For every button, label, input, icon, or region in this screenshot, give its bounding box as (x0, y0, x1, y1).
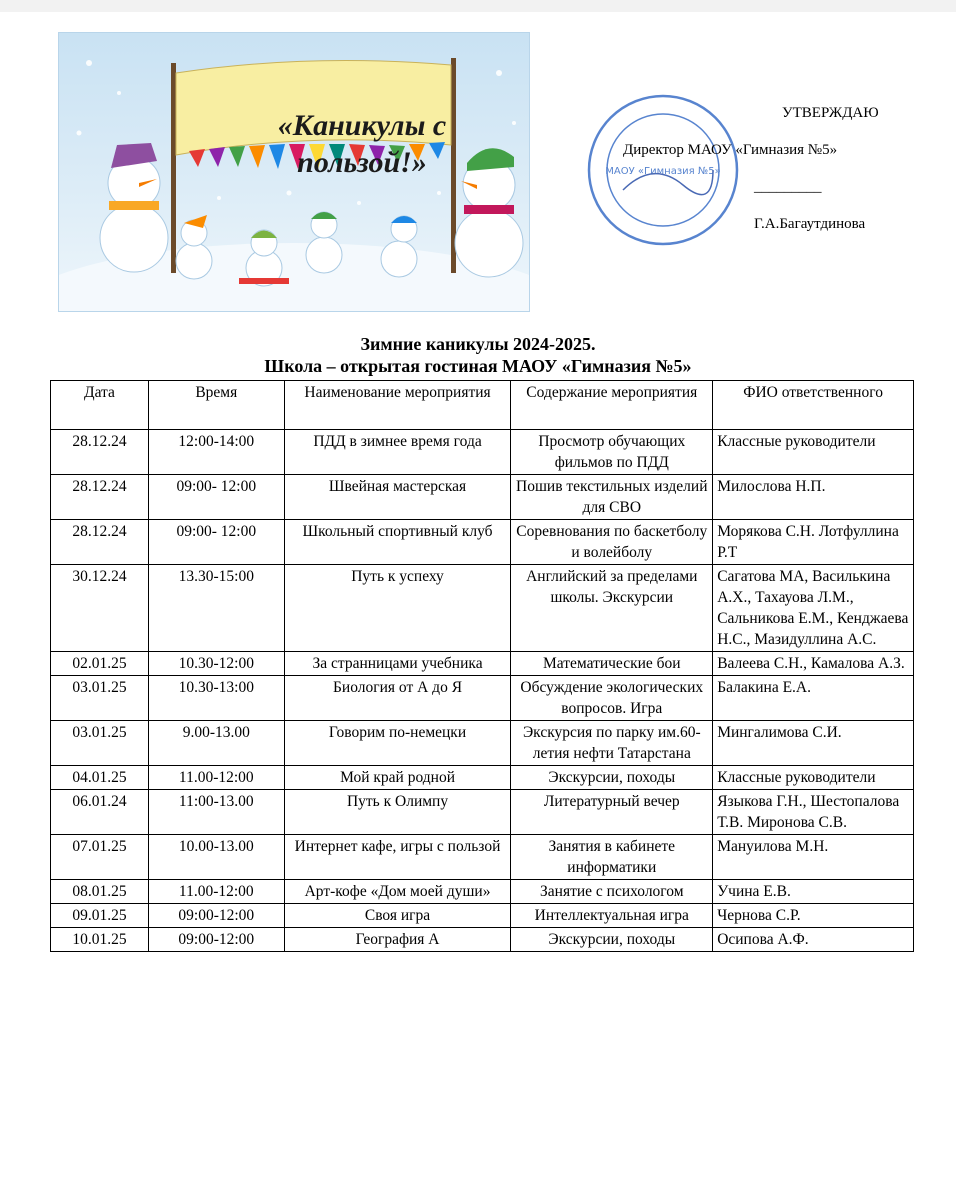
cell-event-content: Математические бои (511, 652, 713, 676)
cell-responsible: Учина Е.В. (713, 880, 914, 904)
cell-responsible: Чернова С.Р. (713, 904, 914, 928)
cell-event-content: Экскурсии, походы (511, 928, 713, 952)
header-time: Время (148, 381, 284, 430)
cell-responsible: Осипова А.Ф. (713, 928, 914, 952)
cell-event-content: Занятие с психологом (511, 880, 713, 904)
cell-event-name: Говорим по-немецки (284, 721, 511, 766)
title-line-2: Школа – открытая гостиная МАОУ «Гимназия №5» (264, 356, 692, 376)
cell-time: 9.00-13.00 (148, 721, 284, 766)
cell-time: 13.30-15:00 (148, 565, 284, 652)
stamp-text: МАОУ «Гимназия №5» (605, 166, 721, 177)
cell-responsible: Сагатова МА, Василькина А.Х., Тахауова Л.М., Сальникова Е.М., Кенджаева Н.С., Мазидуллина А.С. (713, 565, 914, 652)
cell-responsible: Классные руководители (713, 430, 914, 475)
cell-time: 10.30-13:00 (148, 676, 284, 721)
approval-block (600, 95, 920, 243)
header-event-name: Наименование мероприятия (284, 381, 511, 430)
table-row (51, 790, 914, 835)
table-row (51, 430, 914, 475)
cell-date: 06.01.24 (51, 790, 149, 835)
cell-date: 28.12.24 (51, 475, 149, 520)
cell-responsible: Валеева С.Н., Камалова А.З. (713, 652, 914, 676)
cell-date: 28.12.24 (51, 520, 149, 565)
cell-event-name: ПДД в зимнее время года (284, 430, 511, 475)
cell-time: 09:00- 12:00 (148, 520, 284, 565)
table-row (51, 880, 914, 904)
cell-event-name: Швейная мастерская (284, 475, 511, 520)
cell-responsible: Классные руководители (713, 766, 914, 790)
cell-time: 10.00-13.00 (148, 835, 284, 880)
cell-event-content: Обсуждение экологических вопросов. Игра (511, 676, 713, 721)
cell-event-name: Школьный спортивный клуб (284, 520, 511, 565)
table-row (51, 520, 914, 565)
table-row (51, 835, 914, 880)
cell-event-name: Интернет кафе, игры с пользой (284, 835, 511, 880)
holiday-banner-image (58, 32, 530, 312)
cell-event-name: За странницами учебника (284, 652, 511, 676)
cell-responsible: Языкова Г.Н., Шестопалова Т.В. Миронова С.В. (713, 790, 914, 835)
table-row (51, 676, 914, 721)
approval-position: Директор МАОУ «Гимназия №5» (623, 142, 838, 158)
cell-date: 03.01.25 (51, 721, 149, 766)
cell-responsible: Мингалимова С.И. (713, 721, 914, 766)
cell-date: 08.01.25 (51, 880, 149, 904)
cell-date: 09.01.25 (51, 904, 149, 928)
header-date: Дата (51, 381, 149, 430)
cell-time: 12:00-14:00 (148, 430, 284, 475)
table-row (51, 904, 914, 928)
cell-date: 30.12.24 (51, 565, 149, 652)
table-row (51, 475, 914, 520)
approval-signature: _________ Г.А.Багаутдинова (754, 179, 866, 232)
cell-event-content: Литературный вечер (511, 790, 713, 835)
table-header-row (51, 381, 914, 430)
cell-event-content: Английский за пределами школы. Экскурсии (511, 565, 713, 652)
approval-heading: УТВЕРЖДАЮ (782, 105, 879, 121)
top-bar (0, 0, 956, 12)
cell-time: 09:00-12:00 (148, 904, 284, 928)
header-responsible: ФИО ответственного (713, 381, 914, 430)
cell-event-content: Занятия в кабинете информатики (511, 835, 713, 880)
cell-date: 02.01.25 (51, 652, 149, 676)
cell-event-name: Путь к успеху (284, 565, 511, 652)
cell-event-name: Своя игра (284, 904, 511, 928)
cell-event-content: Экскурсия по парку им.60-летия нефти Татарстана (511, 721, 713, 766)
cell-time: 09:00-12:00 (148, 928, 284, 952)
table-row (51, 565, 914, 652)
header-event-content: Содержание мероприятия (511, 381, 713, 430)
table-row (51, 928, 914, 952)
table-row (51, 721, 914, 766)
cell-event-content: Просмотр обучающих фильмов по ПДД (511, 430, 713, 475)
cell-event-content: Экскурсии, походы (511, 766, 713, 790)
schedule-table (50, 380, 914, 952)
cell-event-name: Путь к Олимпу (284, 790, 511, 835)
cell-time: 11.00-12:00 (148, 766, 284, 790)
cell-time: 10.30-12:00 (148, 652, 284, 676)
cell-event-content: Пошив текстильных изделий для СВО (511, 475, 713, 520)
cell-event-content: Соревнования по баскетболу и волейболу (511, 520, 713, 565)
cell-time: 11:00-13.00 (148, 790, 284, 835)
cell-event-name: Мой край родной (284, 766, 511, 790)
cell-date: 28.12.24 (51, 430, 149, 475)
cell-event-name: География А (284, 928, 511, 952)
cell-time: 09:00- 12:00 (148, 475, 284, 520)
cell-time: 11.00-12:00 (148, 880, 284, 904)
table-row (51, 652, 914, 676)
cell-date: 04.01.25 (51, 766, 149, 790)
cell-responsible: Морякова С.Н. Лотфуллина Р.Т (713, 520, 914, 565)
banner-title: «Каникулы с пользой!» (277, 109, 447, 179)
cell-event-name: Арт-кофе «Дом моей души» (284, 880, 511, 904)
cell-date: 03.01.25 (51, 676, 149, 721)
table-row (51, 766, 914, 790)
cell-responsible: Мануилова М.Н. (713, 835, 914, 880)
cell-event-content: Интеллектуальная игра (511, 904, 713, 928)
title-line-1: Зимние каникулы 2024-2025. (360, 334, 596, 354)
cell-date: 07.01.25 (51, 835, 149, 880)
document-title (0, 333, 956, 377)
cell-responsible: Милослова Н.П. (713, 475, 914, 520)
cell-event-name: Биология от А до Я (284, 676, 511, 721)
cell-responsible: Балакина Е.А. (713, 676, 914, 721)
cell-date: 10.01.25 (51, 928, 149, 952)
